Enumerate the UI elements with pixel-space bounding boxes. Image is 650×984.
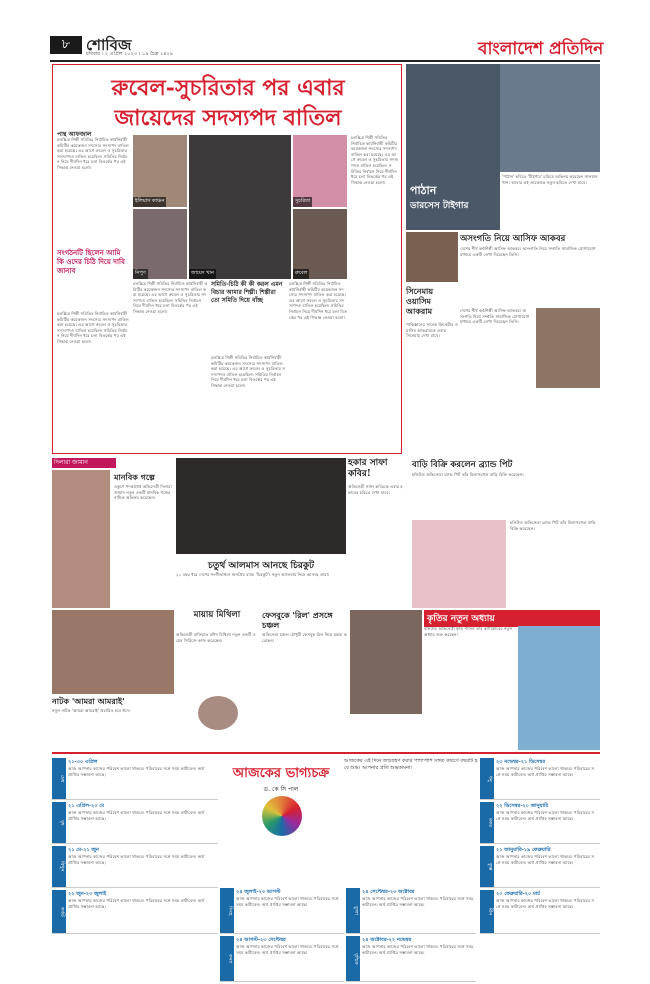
zodiac-text: আজ আপনার কাজের পরিবেশ ভালো থাকবে। পরিবারের সঙ্গে সময় কাটাবেন। অর্থ প্রাপ্তির সম্ভাবনা আছে।: [236, 944, 339, 955]
zodiac-label: তুলা: [346, 888, 360, 933]
photo-jayed-khan: [189, 135, 291, 279]
zodiac-text: আজ আপনার কাজের পরিবেশ ভালো থাকবে। পরিবারের সঙ্গে সময় কাটাবেন। অর্থ প্রাপ্তির সম্ভাবনা আছে।: [68, 766, 205, 777]
lead-headline-1: রুবেল-সুচরিতার পর এবার: [111, 75, 345, 101]
horoscope-author: ড. কে সি পাল: [263, 786, 299, 793]
zodiac-dates: ২১ মে-২১ জুন: [68, 847, 99, 853]
zodiac-singha: [220, 888, 344, 934]
zodiac-kanya: [220, 936, 344, 982]
zodiac-label: মীন: [480, 890, 494, 933]
pathaan-photo-2: [500, 64, 600, 172]
page-number-badge: ৮: [50, 36, 82, 54]
zodiac-text: আজ আপনার কাজের পরিবেশ ভালো থাকবে। পরিবারের সঙ্গে সময় কাটাবেন। অর্থ প্রাপ্তির সম্ভাবনা আছে।: [362, 896, 474, 907]
header-rule: [50, 60, 600, 62]
lead-body-col4: চলচ্চিত্র শিল্পী সমিতির নির্বাচিত কার্যনির্বাহী কমিটির কয়েকজন সদস্যের সদস্যপদ বাতিল করা হয়েছে। এর আগে রুবেল ও সুচরিতার সদস্যপদও বাতিল হয়েছিল। সমিতির নির্বাচন নিয়ে দীর্ঘদিন ধরে চলা বিতর্কের পর এই সিদ্ধান্ত নেওয়া হলো।: [289, 281, 347, 320]
lead-pull-quote: সংগঠনটি ছিলেন আমি কি ওদের চিঠি দিয়ে দাবি জানাব: [57, 249, 125, 275]
zodiac-label: কর্কট: [52, 890, 66, 933]
zodiac-label: মেষ: [52, 758, 66, 799]
zodiac-makar: [480, 802, 600, 844]
facebook-body: অভিনেতা চঞ্চল চৌধুরী ফেসবুক রিল নিয়ে মন্তব্য করেছেন।: [262, 632, 347, 643]
zodiac-label: মিথুন: [52, 846, 66, 887]
pathaan-story: [406, 64, 600, 230]
manik-headline: মানবিক গল্পে: [114, 472, 155, 482]
brand-body-1: হলিউড অভিনেতা ব্র্যান্ড পিট তাঁর বিলাসবহুল বাড়ি বিক্রি করেছেন।: [412, 472, 524, 477]
caption-rubel: রুবেল: [293, 269, 309, 279]
zodiac-dates: ২৪ সেপ্টেম্বর-২৩ অক্টোবর: [362, 889, 415, 895]
lead-pull-quote-2: সমিতি-চিঠি কী কী করল এমন বিচার আমার শিল্পী। শিল্পীরা তো সমিতি দিয়ে বাঁচ্ছ: [211, 281, 283, 304]
zodiac-mithun: [52, 846, 218, 888]
chirkut-story: [176, 458, 346, 608]
pathaan-title: পাঠান: [410, 184, 437, 197]
zodiac-dates: ২১ জানুয়ারি-১৯ ফেব্রুয়ারি: [496, 847, 551, 853]
zodiac-kumbha: [480, 846, 600, 888]
photo-natok: [52, 610, 174, 694]
wasim-headline: সিনেমায় ওয়াসিম আকরাম: [406, 286, 434, 316]
manik-story: [52, 458, 174, 608]
photo-kriti: [518, 626, 600, 750]
asif-body-2: দেশের শীর্ষ কণ্ঠশিল্পী আসিফ আকবর। অসংগতি নিয়ে সম্প্রতি সামাজিক যোগাযোগমাধ্যমে একটি লেখা দিয়েছেন তিনি।: [460, 308, 530, 325]
zodiac-label: মকর: [480, 802, 494, 843]
caption-nipun: নিপুণ: [133, 269, 148, 279]
zodiac-label: ধনু: [480, 758, 494, 799]
brand-headline: বাড়ি বিক্রি করলেন ব্র্যান্ড পিট: [412, 460, 513, 470]
dateline: রবিবার । ২ এপ্রিল ২০২৩ । ১৯ চৈত্র ১৪২৯: [86, 51, 174, 57]
photo-nipun: [133, 209, 187, 279]
lead-body-col1b: চলচ্চিত্র শিল্পী সমিতির নির্বাচিত কার্যনির্বাহী কমিটির কয়েকজন সদস্যের সদস্যপদ বাতিল করা হয়েছে। এর আগে রুবেল ও সুচরিতার সদস্যপদও বাতিল হয়েছিল। সমিতির নির্বাচন নিয়ে দীর্ঘদিন ধরে চলা বিতর্কের পর এই সিদ্ধান্ত নেওয়া হলো।: [57, 311, 129, 344]
zodiac-dates: ২২ জুন-২৩ জুলাই: [68, 891, 107, 897]
lead-headline-2: জায়েদের সদস্যপদ বাতিল: [114, 105, 342, 131]
zodiac-karkat: [52, 890, 218, 934]
zodiac-text: আজ আপনার কাজের পরিবেশ ভালো থাকবে। পরিবারের সঙ্গে সময় কাটাবেন। অর্থ প্রাপ্তির সম্ভাবনা আছে।: [236, 896, 339, 907]
wasim-story: [406, 232, 458, 454]
zodiac-wheel-icon: [262, 796, 302, 836]
section-name: শোবিজ: [86, 36, 132, 54]
zodiac-dates: ২০ ফেব্রুয়ারি-২০ মার্চ: [496, 891, 540, 897]
chirkut-body: ২১ বছর ধরে দেশের সংগীতাঙ্গনে জনপ্রিয় ব্যান্ড 'চিরকুট'। নতুন অ্যালবাম নিয়ে আসছে তারা।: [176, 572, 330, 577]
zodiac-brisha: [52, 802, 218, 844]
facebook-story: [262, 610, 422, 750]
zodiac-text: আজ আপনার কাজের পরিবেশ ভালো থাকবে। পরিবারের সঙ্গে সময় কাটাবেন। অর্থ প্রাপ্তির সম্ভাবনা আছে।: [496, 810, 595, 821]
photo-dilara: [52, 470, 110, 608]
zodiac-text: আজ আপনার কাজের পরিবেশ ভালো থাকবে। পরিবারের সঙ্গে সময় কাটাবেন। অর্থ প্রাপ্তির সম্ভাবনা আছে।: [362, 944, 474, 955]
pathaan-subtitle: ডারসেস টাইগার: [410, 201, 469, 211]
mithila-headline: মায়ায় মিথিলা: [193, 610, 241, 620]
photo-rubel: [293, 209, 347, 279]
wasim-body: পাকিস্তানের সাবেক ক্রিকেটার ওয়াসিম আকরামকে এবার সিনেমায় দেখা যাবে।: [406, 322, 458, 339]
zodiac-label: বৃশ্চিক: [346, 936, 360, 981]
masthead: বাংলাদেশ প্রতিদিন: [478, 39, 604, 59]
zodiac-mesh: [52, 758, 218, 800]
zodiac-text: আজ আপনার কাজের পরিবেশ ভালো থাকবে। পরিবারের সঙ্গে সময় কাটাবেন। অর্থ প্রাপ্তির সম্ভাবনা আছে।: [496, 766, 595, 777]
zodiac-dates: ২১-৩০ এপ্রিল: [68, 759, 98, 765]
manik-body: একুশে পদকপ্রাপ্ত অভিনেত্রী দিলারা জামান নতুন একটি মানবিক গল্পের নাটকে অভিনয় করেছেন।: [114, 484, 172, 501]
mithila-story: [176, 610, 258, 730]
hokar-headline: হকার সাফা কবির!: [348, 458, 388, 479]
brand-body-2: হলিউড অভিনেতা ব্র্যান্ড পিট তাঁর বিলাসবহুল বাড়ি বিক্রি করেছেন।: [510, 520, 596, 531]
lead-body-col5: চলচ্চিত্র শিল্পী সমিতির নির্বাচিত কার্যনির্বাহী কমিটির কয়েকজন সদস্যের সদস্যপদ বাতিল করা হয়েছে। এর আগে রুবেল ও সুচরিতার সদস্যপদও বাতিল হয়েছিল। সমিতির নির্বাচন নিয়ে দীর্ঘদিন ধরে চলা বিতর্কের পর এই সিদ্ধান্ত নেওয়া হলো।: [351, 135, 399, 185]
zodiac-label: কন্যা: [220, 936, 234, 981]
zodiac-text: আজ আপনার কাজের পরিবেশ ভালো থাকবে। পরিবারের সঙ্গে সময় কাটাবেন। অর্থ প্রাপ্তির সম্ভাবনা আছে।: [496, 898, 595, 909]
horoscope-intro: আজকের এই দিনে জন্মগ্রহণ করার পাশাপাশি সঙ্গত কারণে বছরটি হবে শুভ। আপনার প্রতি শুভকামনা।: [344, 758, 478, 771]
zodiac-dates: ২৪ অক্টোবর-২২ নভেম্বর: [362, 937, 412, 943]
zodiac-dates: ২৪ আগস্ট-২৩ সেপ্টেম্বর: [236, 937, 286, 943]
zodiac-brishchik: [346, 936, 476, 982]
photo-wasim: [406, 232, 458, 282]
brand-story: [412, 458, 600, 608]
caption-jayed: জায়েদ খান: [189, 269, 216, 279]
natok-body: নতুন নাটক 'আমরা আমরাই' প্রচারিত হবে ঈদে।: [52, 708, 131, 713]
photo-chirkut: [176, 458, 346, 554]
lead-body-col3: চলচ্চিত্র শিল্পী সমিতির নির্বাচিত কার্যনির্বাহী কমিটির কয়েকজন সদস্যের সদস্যপদ বাতিল করা হয়েছে। এর আগে রুবেল ও সুচরিতার সদস্যপদও বাতিল হয়েছিল। সমিতির নির্বাচন নিয়ে দীর্ঘদিন ধরে চলা বিতর্কের পর এই সিদ্ধান্ত নেওয়া হলো।: [211, 355, 285, 388]
zodiac-dates: ২২ ডিসেম্বর-২০ জানুয়ারি: [496, 803, 549, 809]
photo-asif: [536, 308, 600, 388]
kriti-headline: কৃতির নতুন অধ্যায়: [424, 610, 600, 627]
pathaan-body: 'পাঠান' ছবিতে 'টাইগার' চরিত্রে অভিনয় করেছেন সালমান খান। আবার এই তারকাকে নতুন ছবিতে দেখা যাবে।: [502, 174, 598, 185]
zodiac-label: কুম্ভ: [480, 846, 494, 887]
natok-headline: নাটক 'আমরা আমরাই': [52, 696, 125, 706]
asif-body-1: দেশের শীর্ষ কণ্ঠশিল্পী আসিফ আকবর। অসংগতি নিয়ে সম্প্রতি সামাজিক যোগাযোগমাধ্যমে একটি লেখা দিয়েছেন তিনি।: [460, 246, 596, 257]
mithila-body: অভিনেত্রী রাফিয়াত রশিদ মিথিলা নতুন একটি ওয়েব সিরিজে কাজ করেছেন।: [176, 632, 256, 643]
hokar-story: [348, 458, 410, 608]
asif-headline: অসংগতি নিয়ে আসিফ আকবর: [460, 234, 566, 244]
zodiac-dates: ২৪ জুলাই-২৩ আগস্ট: [236, 889, 281, 895]
photo-ilias-kanchan: [133, 135, 187, 207]
zodiac-text: আজ আপনার কাজের পরিবেশ ভালো থাকবে। পরিবারের সঙ্গে সময় কাটাবেন। অর্থ প্রাপ্তির সম্ভাবনা আছে।: [68, 810, 205, 821]
manik-tag: দিলারা জামান: [52, 458, 116, 468]
page-header: [0, 0, 650, 58]
photo-mithila: [198, 696, 238, 730]
chirkut-headline: চতুর্থ আলমাস আনছে চিরকুট: [207, 561, 315, 571]
zodiac-meen: [480, 890, 600, 934]
photo-brand-pitt: [412, 520, 506, 608]
zodiac-dates: ২১ এপ্রিল-২০ মে: [68, 803, 105, 809]
zodiac-dates: ২৩ নভেম্বর-২১ ডিসেম্বর: [496, 759, 546, 765]
hokar-body: অভিনেত্রী সাফা কবিরকে এবার হকারের চরিত্রে দেখা যাবে।: [348, 484, 403, 495]
photo-chanchal: [350, 610, 422, 714]
zodiac-text: আজ আপনার কাজের পরিবেশ ভালো থাকবে। পরিবারের সঙ্গে সময় কাটাবেন। অর্থ প্রাপ্তির সম্ভাবনা আছে।: [496, 854, 595, 865]
caption-sucharita: সুচরিতা: [293, 197, 312, 207]
zodiac-text: আজ আপনার কাজের পরিবেশ ভালো থাকবে। পরিবারের সঙ্গে সময় কাটাবেন। অর্থ প্রাপ্তির সম্ভাবনা আছে।: [68, 898, 205, 909]
zodiac-text: আজ আপনার কাজের পরিবেশ ভালো থাকবে। পরিবারের সঙ্গে সময় কাটাবেন। অর্থ প্রাপ্তির সম্ভাবনা আছে।: [68, 854, 205, 865]
zodiac-dhanu: [480, 758, 600, 800]
zodiac-tula: [346, 888, 476, 934]
zodiac-label: বৃষ: [52, 802, 66, 843]
horoscope-title: আজকের ভাগ্যচক্র: [232, 766, 330, 781]
lead-body-col1: চলচ্চিত্র শিল্পী সমিতির নির্বাচিত কার্যনির্বাহী কমিটির কয়েকজন সদস্যের সদস্যপদ বাতিল করা হয়েছে। এর আগে রুবেল ও সুচরিতার সদস্যপদও বাতিল হয়েছিল। সমিতির নির্বাচন নিয়ে দীর্ঘদিন ধরে চলা বিতর্কের পর এই সিদ্ধান্ত নেওয়া হলো।: [57, 137, 129, 170]
kriti-story: [424, 610, 600, 750]
lead-byline: পান্থ আফজাল: [57, 131, 92, 138]
zodiac-label: সিংহ: [220, 888, 234, 933]
caption-ilias: ইলিয়াস কাঞ্চন: [133, 197, 166, 207]
photo-sucharita: [293, 135, 347, 207]
lead-story: [52, 64, 402, 454]
facebook-headline: ফেসবুকে 'রিল' প্রসঙ্গে চঞ্চল: [262, 610, 333, 630]
horoscope-section: [52, 752, 600, 982]
kriti-body: বলিউড অভিনেত্রী কৃতি শ্যানন তাঁর ক্যারিয়ারের নতুন অধ্যায় শুরু করছেন।: [424, 626, 513, 637]
asif-story: [460, 232, 600, 454]
lead-body-col2: চলচ্চিত্র শিল্পী সমিতির নির্বাচিত কার্যনির্বাহী কমিটির কয়েকজন সদস্যের সদস্যপদ বাতিল করা হয়েছে। এর আগে রুবেল ও সুচরিতার সদস্যপদও বাতিল হয়েছিল। সমিতির নির্বাচন নিয়ে দীর্ঘদিন ধরে চলা বিতর্কের পর এই সিদ্ধান্ত নেওয়া হলো।: [133, 281, 208, 314]
natok-story: [52, 610, 174, 750]
